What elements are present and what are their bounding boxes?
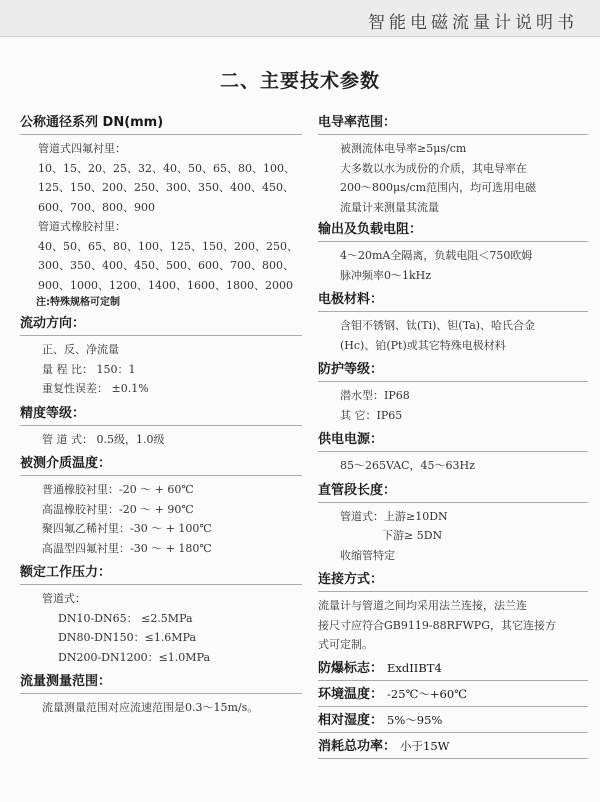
spec-line: 125、150、200、250、300、350、400、450、 <box>38 181 294 194</box>
spec-section <box>318 685 588 707</box>
spec-section <box>318 291 588 355</box>
spec-section <box>318 221 588 285</box>
spec-line: 管道式：上游≥10DN <box>340 509 448 523</box>
spec-section <box>20 673 302 718</box>
spec-line: 85～265VAC，45～63Hz <box>340 459 475 472</box>
spec-heading-label: 精度等级： <box>20 405 86 421</box>
spec-value: 小于15W <box>400 738 450 753</box>
spec-line: 被测流体电导率≥5μs/cm <box>340 142 467 155</box>
spec-section <box>20 564 302 667</box>
spec-heading <box>20 405 302 423</box>
spec-section <box>318 711 588 733</box>
spec-heading-label: 电导率范围： <box>318 115 397 130</box>
spec-heading-label: 电极材料： <box>318 292 384 307</box>
spec-line: 10、15、20、25、32、40、50、65、80、100、 <box>38 161 295 175</box>
spec-line: 接尺寸应符合GB9119-88RFWPG，其它连接方 <box>318 618 556 632</box>
spec-heading-label: 输出及负载电阻： <box>318 222 423 237</box>
spec-section <box>20 455 302 558</box>
spec-line: 普通橡胶衬里：-20 ～ + 60℃ <box>42 483 194 496</box>
spec-line: 300、350、400、450、500、600、700、800、 <box>38 259 294 272</box>
spec-line: 高温型四氟衬里：-30 ～ + 180℃ <box>42 541 212 555</box>
spec-line: 其 它：IP65 <box>340 408 403 422</box>
spec-heading <box>318 221 588 239</box>
spec-section <box>318 659 588 681</box>
spec-line: 管道式： <box>42 592 86 605</box>
spec-line: 下游≥ 5DN <box>382 529 443 542</box>
spec-heading-label: 被测介质温度： <box>20 456 112 471</box>
spec-line: 200～800μs/cm范围内，均可选用电磁 <box>340 181 537 194</box>
spec-line: 高温橡胶衬里：-20 ～ + 90℃ <box>42 502 194 516</box>
spec-heading <box>20 315 302 333</box>
spec-section <box>318 114 588 217</box>
spec-heading <box>318 737 588 756</box>
spec-heading <box>318 659 588 678</box>
spec-line: 收缩管特定 <box>340 548 395 562</box>
spec-heading <box>318 361 588 379</box>
spec-heading <box>20 455 302 473</box>
divider <box>318 706 588 707</box>
spec-heading <box>318 482 588 500</box>
spec-line: 管道式橡胶衬里： <box>38 220 126 233</box>
spec-line: DN10-DN65： ≤2.5MPa <box>58 611 193 625</box>
spec-line: DN200-DN1200：≤1.0MPa <box>58 650 211 664</box>
spec-line: 脉冲频率0～1kHz <box>340 268 432 282</box>
spec-heading <box>318 114 588 132</box>
right-column <box>318 108 588 759</box>
spec-section <box>318 737 588 759</box>
spec-line: 大多数以水为成份的介质，其电导率在 <box>340 161 527 175</box>
spec-heading <box>318 571 588 589</box>
spec-line: 正、反、净流量 <box>42 343 119 356</box>
spec-heading-label: 额定工作压力： <box>20 565 112 580</box>
divider <box>318 732 588 733</box>
spec-section <box>318 482 588 566</box>
spec-line: 含钼不锈钢、钛(Ti)、钽(Ta)、哈氏合金 <box>340 319 536 332</box>
spec-heading-label: 防爆标志： <box>318 660 384 676</box>
header-title: 智能电磁流量计说明书 <box>368 13 578 33</box>
spec-heading <box>318 431 588 449</box>
spec-value: 5%～95% <box>387 712 443 727</box>
spec-line: 管道式四氟衬里： <box>38 142 126 155</box>
spec-section <box>318 431 588 476</box>
spec-heading-label: 连接方式： <box>318 572 384 587</box>
spec-heading-label: 相对湿度： <box>318 712 384 728</box>
spec-heading <box>318 291 588 309</box>
spec-heading-label: 公称通径系列 DN(mm) <box>20 115 164 130</box>
spec-line: 管 道 式： 0.5级，1.0级 <box>42 432 165 446</box>
spec-line: 流量计来测量其流量 <box>340 200 439 214</box>
spec-line: 潜水型：IP68 <box>340 389 410 402</box>
spec-section <box>318 571 588 655</box>
spec-heading-label: 直管段长度： <box>318 482 397 498</box>
spec-heading-label: 环境温度： <box>318 686 384 702</box>
spec-line: 量 程 比： 150：1 <box>42 362 136 376</box>
spec-heading <box>20 673 302 691</box>
spec-line: 流量测量范围对应流速范围是0.3～15m/s。 <box>42 701 259 714</box>
divider <box>318 680 588 681</box>
spec-heading-label: 流动方向： <box>20 316 86 331</box>
spec-line: (Hc)、铂(Pt)或其它特殊电极材料 <box>340 338 506 352</box>
spec-line: 40、50、65、80、100、125、150、200、250、 <box>38 239 298 253</box>
spec-heading <box>318 711 588 730</box>
spec-heading-label: 供电电源： <box>318 432 384 447</box>
spec-section <box>20 114 302 311</box>
section-title: 二、主要技术参数 <box>219 70 380 92</box>
left-column <box>20 108 302 718</box>
spec-value: -25℃～+60℃ <box>387 686 468 701</box>
spec-section <box>20 405 302 450</box>
page-header <box>0 0 600 37</box>
spec-line: 4～20mA全隔离，负载电阻＜750欧姆 <box>340 249 533 262</box>
spec-line: 900、1000、1200、1400、1600、1800、2000 <box>38 278 293 292</box>
spec-heading-label: 消耗总功率： <box>318 738 397 754</box>
spec-line: 600、700、800、900 <box>38 200 155 214</box>
spec-section <box>20 315 302 399</box>
spec-heading-label: 防护等级： <box>318 362 384 377</box>
spec-section <box>318 361 588 425</box>
spec-heading-label: 流量测量范围： <box>20 674 112 689</box>
spec-heading <box>318 685 588 704</box>
divider <box>318 758 588 759</box>
spec-line: 式可定制。 <box>318 638 373 651</box>
spec-line: 流量计与管道之间均采用法兰连接，法兰连 <box>318 599 527 612</box>
spec-heading <box>20 114 302 132</box>
spec-note: 注:特殊规格可定制 <box>36 297 120 308</box>
spec-value: ExdIIBT4 <box>387 660 442 675</box>
spec-line: 聚四氟乙稀衬里：-30 ～ + 100℃ <box>42 522 212 535</box>
spec-heading <box>20 564 302 582</box>
spec-line: DN80-DN150：≤1.6MPa <box>58 631 197 644</box>
spec-line: 重复性误差： ±0.1% <box>42 382 149 395</box>
